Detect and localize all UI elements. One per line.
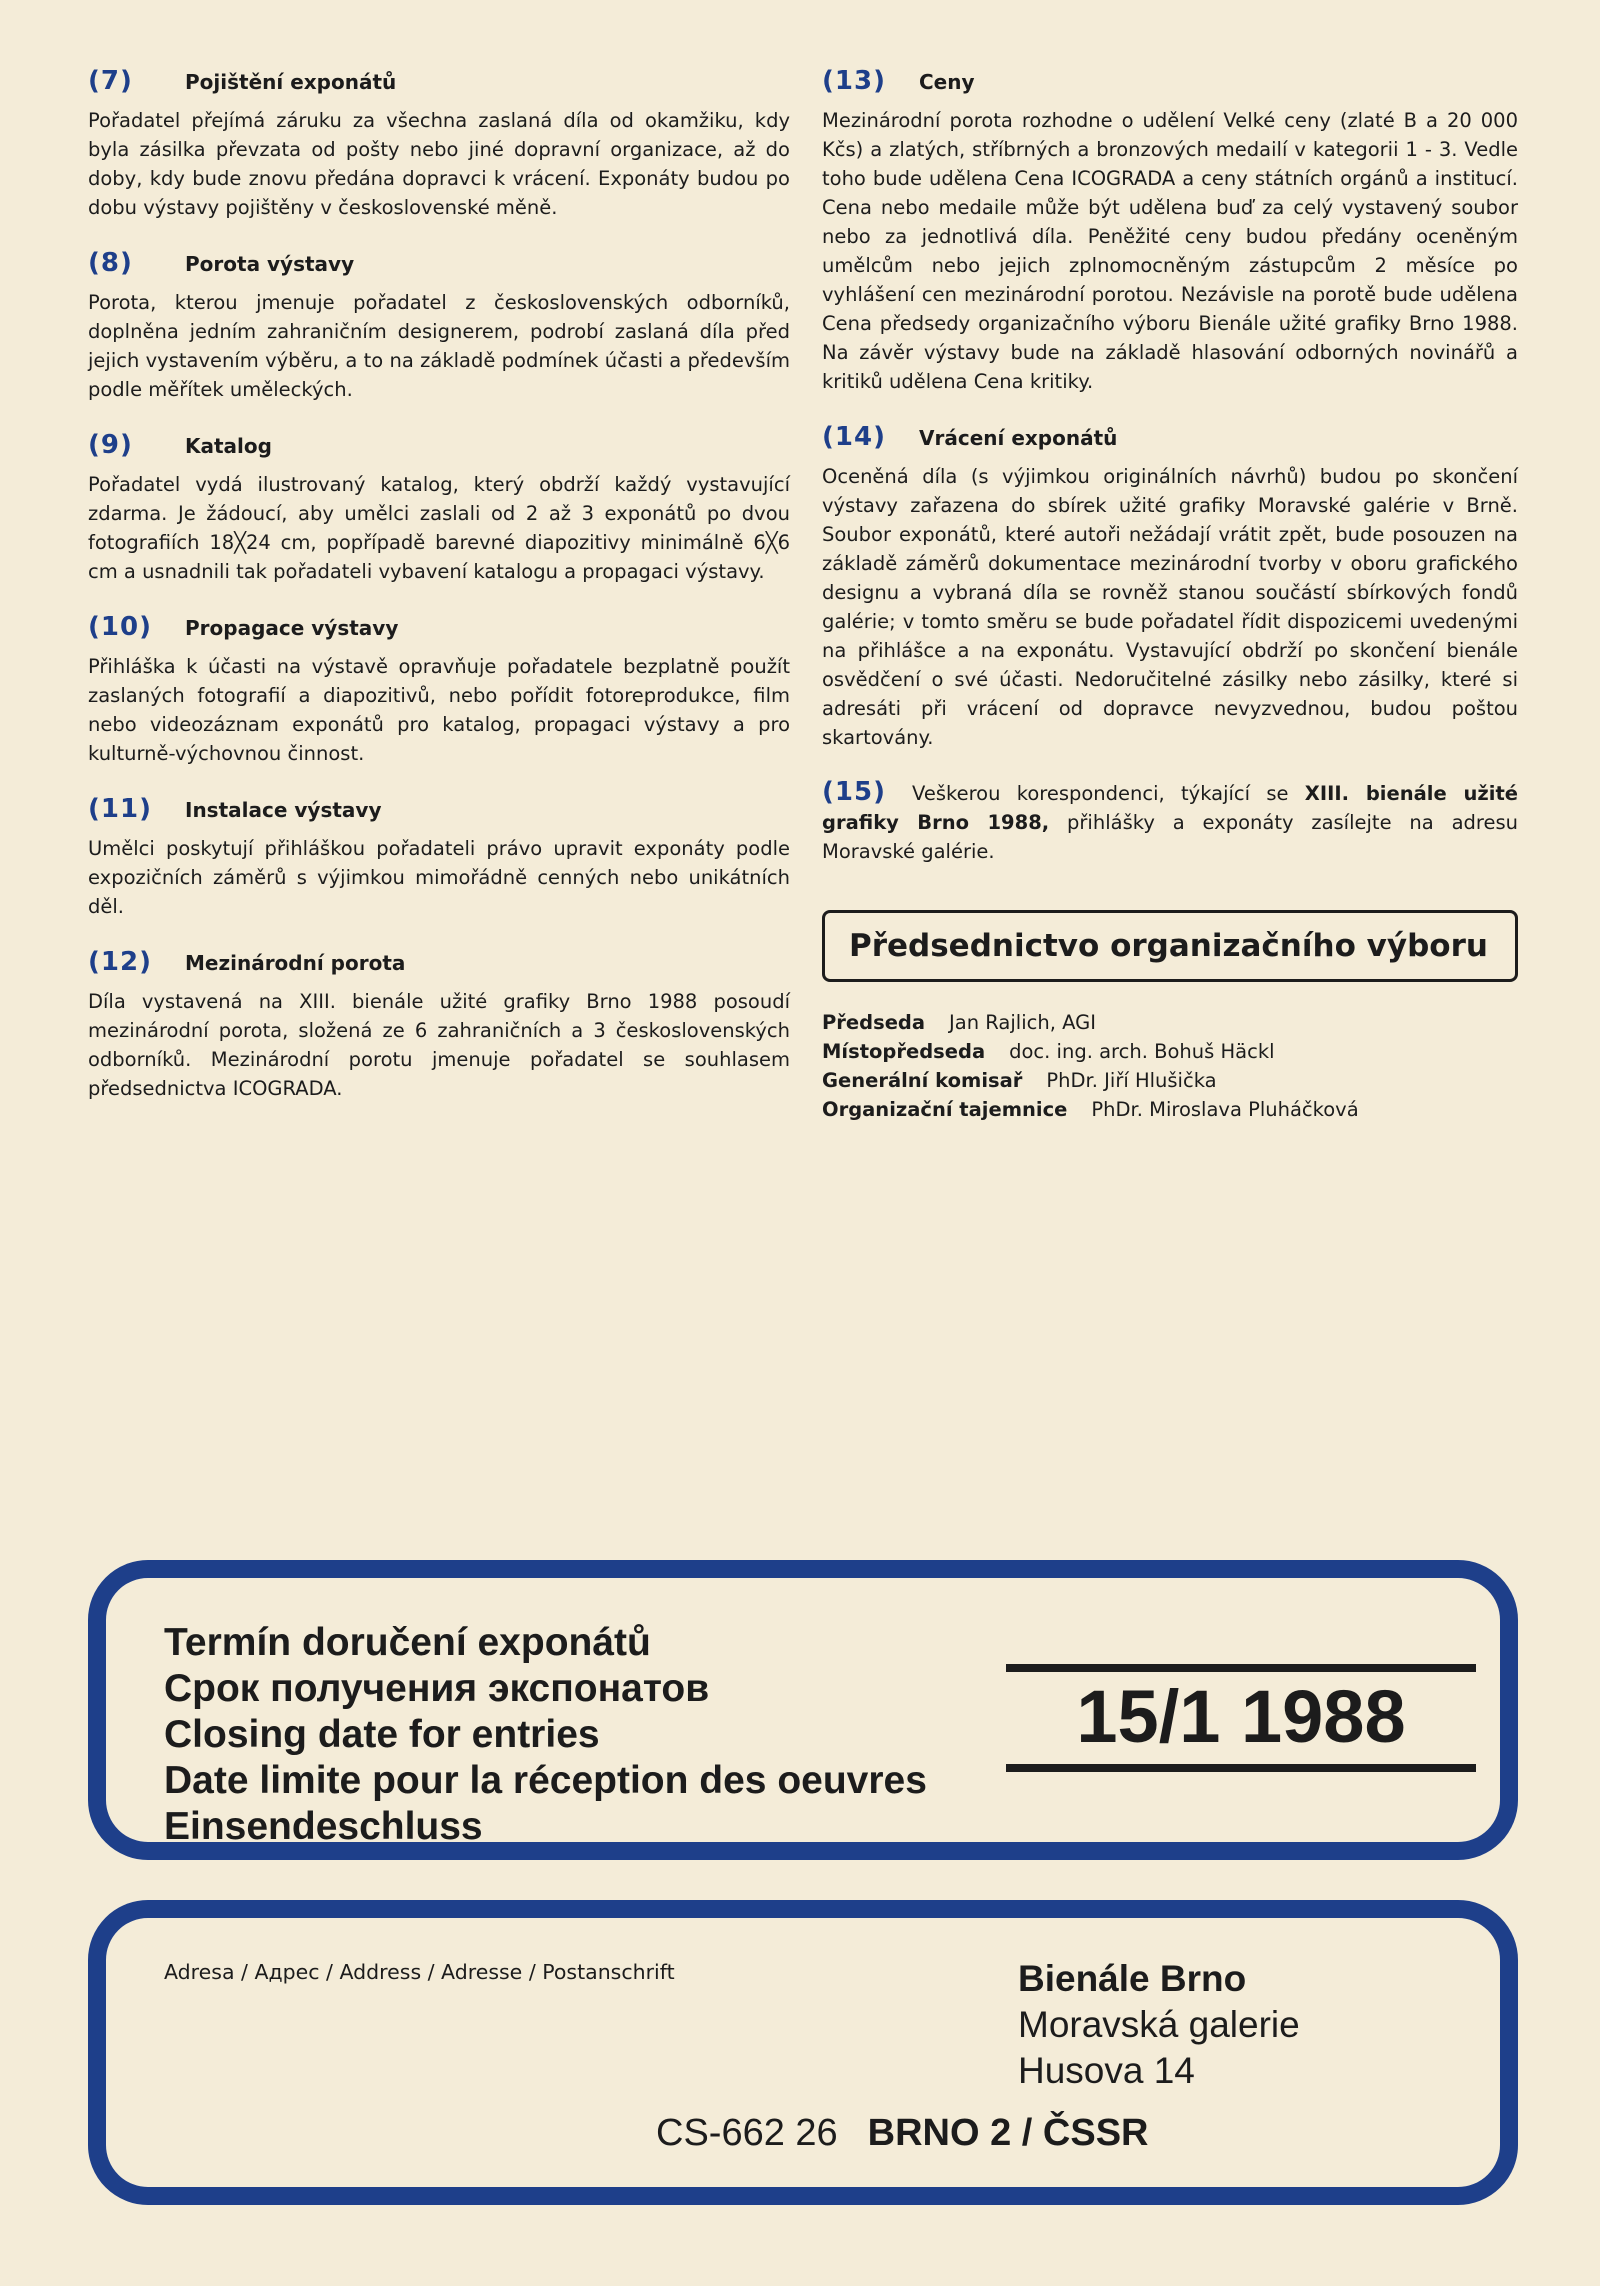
section-9: [88, 430, 790, 586]
section-number: (15): [822, 777, 886, 807]
section-11: [88, 794, 790, 921]
committee-heading-box: [822, 910, 1518, 982]
role-row: [822, 1066, 1518, 1095]
role-label: Místopředseda: [822, 1040, 986, 1063]
postal-code: CS-662 26: [656, 2112, 838, 2154]
section-number: (8): [88, 248, 133, 278]
role-name: Jan Rajlich, AGI: [949, 1011, 1096, 1034]
section-body: Pořadatel přejímá záruku za všechna zaslaná díla od okamžiku, kdy byla zásilka převzata od pošty nebo jiné dopravní organizace, až do doby, kdy bude znovu předána dopravci k vrácení. Exponáty budou po dobu výstavy pojištěny v československé měně.: [88, 109, 790, 219]
section-number: (9): [88, 430, 133, 460]
section-header: [88, 66, 790, 96]
deadline-label-ru: Срок получения экспонатов: [164, 1667, 710, 1710]
section-header: [88, 612, 790, 642]
section-header: [822, 422, 1518, 452]
section-10: [88, 612, 790, 768]
section-title: Katalog: [185, 434, 272, 458]
rule-top: [1006, 1664, 1476, 1672]
section-8: [88, 248, 790, 404]
address-city: BRNO 2 / ČSSR: [867, 2112, 1149, 2154]
section-number: (10): [88, 612, 152, 642]
section-number: (7): [88, 66, 133, 96]
section-title: Instalace výstavy: [185, 798, 382, 822]
section-body: Pořadatel vydá ilustrovaný katalog, který obdrží každý vystavující zdarma. Je žádoucí, aby umělci zaslali od 2 až 3 exponátů po dvou fotografiích 18╳24 cm, popřípadě barevné diapozitivy minimálně 6╳6 cm a usnadnili tak pořadateli vybavení katalogu a propagaci výstavy.: [88, 473, 790, 583]
section-text: Veškerou korespondenci, týkající se: [912, 782, 1305, 805]
section-header: [88, 794, 790, 824]
section-title: Ceny: [919, 70, 975, 94]
section-title: Propagace výstavy: [185, 616, 399, 640]
section-header: [88, 248, 790, 278]
right-column: [822, 66, 1518, 1124]
deadline-label-cs: Termín doručení exponátů: [164, 1621, 651, 1664]
section-number: (13): [822, 66, 886, 96]
deadline-label-en: Closing date for entries: [164, 1713, 600, 1756]
rule-bottom: [1006, 1764, 1476, 1772]
role-name: doc. ing. arch. Bohuš Häckl: [1009, 1040, 1275, 1063]
role-row: [822, 1008, 1518, 1037]
section-number: (14): [822, 422, 886, 452]
address-postal: [656, 2110, 1149, 2156]
section-7: [88, 66, 790, 222]
section-12: [88, 947, 790, 1103]
section-body: Porota, kterou jmenuje pořadatel z československých odborníků, doplněna jedním zahraničním designerem, podrobí zaslaná díla před jejich vystavením výběru, a to na základě podmínek účasti a především podle měřítek uměleckých.: [88, 291, 790, 401]
section-title: Porota výstavy: [185, 252, 355, 276]
address-line: Moravská galerie: [1018, 2004, 1300, 2045]
section-number: (11): [88, 794, 152, 824]
section-number: (12): [88, 947, 152, 977]
address-line: Bienále Brno: [1018, 1958, 1247, 1999]
section-header: [88, 430, 790, 460]
section-header: [88, 947, 790, 977]
left-column: [88, 66, 790, 1129]
committee-roles: [822, 1008, 1518, 1124]
role-name: PhDr. Miroslava Pluháčková: [1091, 1098, 1359, 1121]
address-label: Adresa / Адрес / Address / Adresse / Postanschrift: [164, 1960, 675, 1984]
section-title: Pojištění exponátů: [185, 70, 397, 94]
section-body: [822, 778, 1518, 866]
role-row: [822, 1095, 1518, 1124]
role-name: PhDr. Jiří Hlušička: [1046, 1069, 1217, 1092]
deadline-labels: [164, 1620, 927, 1850]
address-line: Husova 14: [1018, 2050, 1195, 2091]
committee-heading: Předsednictvo organizačního výboru: [849, 928, 1488, 964]
deadline-label-fr: Date limite pour la réception des oeuvres: [164, 1759, 927, 1802]
section-15: [822, 778, 1518, 866]
section-title: Mezinárodní porota: [185, 951, 406, 975]
section-body: Mezinárodní porota rozhodne o udělení Velké ceny (zlaté B a 20 000 Kčs) a zlatých, stříbrných a bronzových medailí v kategorii 1 - 3. Vedle toho bude udělena Cena ICOGRADA a ceny státních orgánů a institucí. Cena nebo medaile může být udělena buď za celý vystavený soubor nebo za jednotlivá díla. Peněžité ceny budou předány oceněným umělcům nebo jejich zplnomocněným zástupcům 2 měsíce po vyhlášení cen mezinárodní porotou. Nezávisle na porotě bude udělena Cena předsedy organizačního výboru Bienále užité grafiky Brno 1988. Na závěr výstavy bude na základě hlasování odborných novinářů a kritiků udělena Cena kritiky.: [822, 109, 1518, 393]
section-header: [822, 66, 1518, 96]
deadline-frame: [88, 1560, 1518, 1860]
role-label: Organizační tajemnice: [822, 1098, 1068, 1121]
section-body: Oceněná díla (s výjimkou originálních návrhů) budou po skončení výstavy zařazena do sbírek užité grafiky Moravské galérie v Brně. Soubor exponátů, které autoři nežádají vrátit zpět, bude posouzen na základě záměrů dokumentace mezinárodní tvorby v oboru grafického designu a vybraná díla se rovněž stanou součástí sbírkových fondů galérie; v tomto směru se bude pořadatel řídit dispozicemi uvedenými na přihlášce a na exponátu. Vystavující obdrží po skončení bienále osvědčení o své účasti. Nedoručitelné zásilky nebo zásilky, které si adresáti při vrácení od dopravce nevyzvednou, budou poštou skartovány.: [822, 465, 1518, 749]
section-13: [822, 66, 1518, 396]
address-lines: [1018, 1956, 1300, 2094]
section-text-bold: XIII. bienále užité grafiky Brno 1988,: [822, 782, 1518, 834]
section-body: Díla vystavená na XIII. bienále užité grafiky Brno 1988 posoudí mezinárodní porota, složená ze 6 zahraničních a 3 československých odborníků. Mezinárodní porotu jmenuje pořadatel se souhlasem předsednictva ICOGRADA.: [88, 990, 790, 1100]
section-body: Umělci poskytují přihláškou pořadateli právo upravit exponáty podle expozičních záměrů s výjimkou mimořádně cenných nebo unikátních děl.: [88, 837, 790, 918]
role-label: Generální komisař: [822, 1069, 1023, 1092]
section-body: Přihláška k účasti na výstavě opravňuje pořadatele bezplatně použít zaslaných fotografií a diapozitivů, nebo pořídit fotoreprodukce, film nebo videozáznam exponátů pro katalog, propagaci výstavy a pro kulturně-výchovnou činnost.: [88, 655, 790, 765]
address-frame: [88, 1900, 1518, 2205]
deadline-date: 15/1 1988: [1076, 1675, 1406, 1758]
deadline-label-de: Einsendeschluss: [164, 1805, 483, 1848]
section-14: [822, 422, 1518, 752]
role-label: Předseda: [822, 1011, 926, 1034]
section-title: Vrácení exponátů: [919, 426, 1118, 450]
role-row: [822, 1037, 1518, 1066]
deadline-date-block: [1006, 1664, 1476, 1772]
section-text: přihlášky a exponáty zasílejte na adresu Moravské galérie.: [822, 811, 1519, 863]
